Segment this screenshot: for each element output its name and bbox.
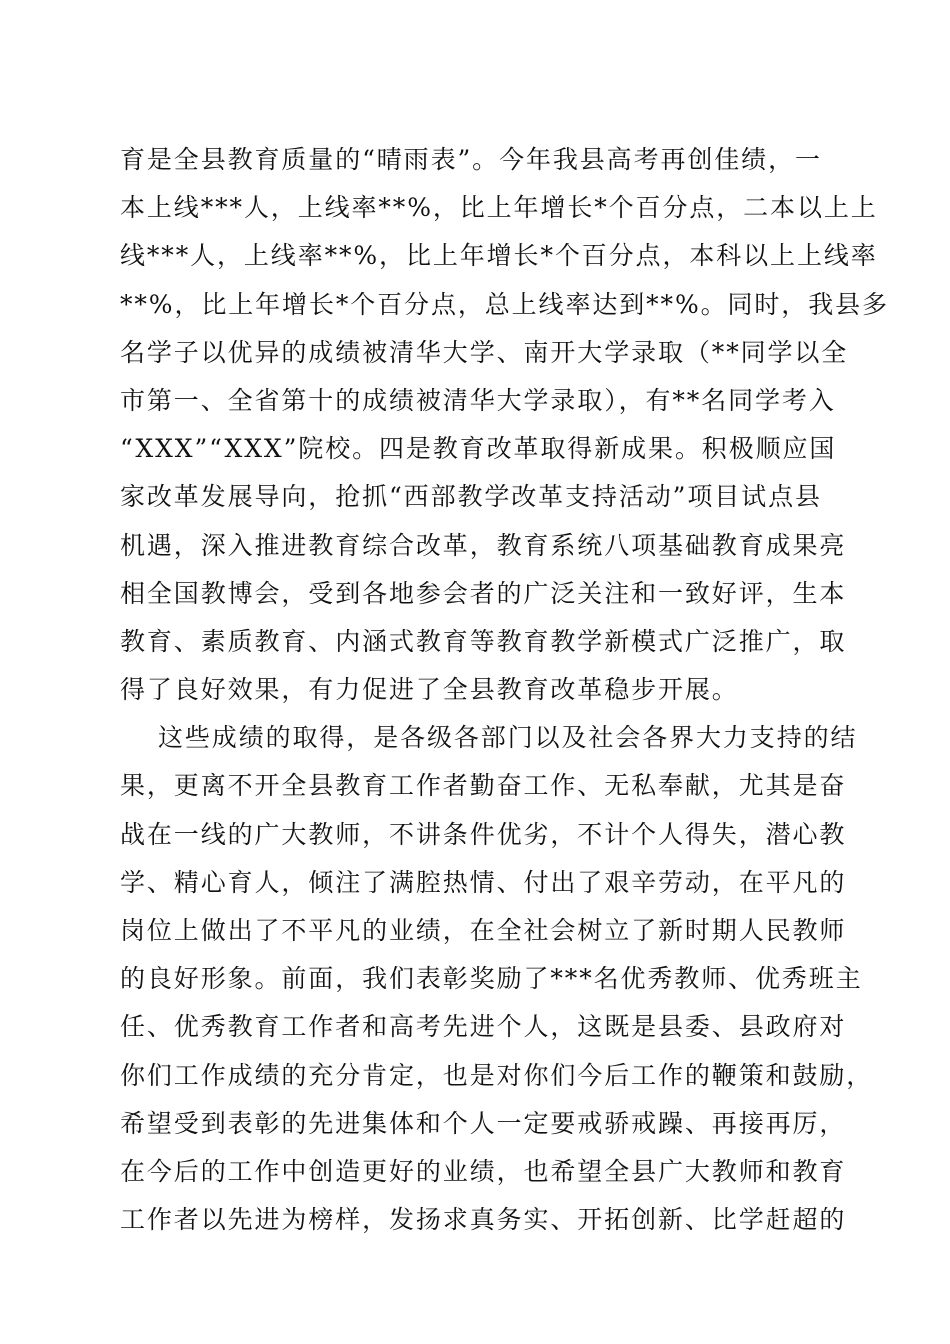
text-line: 线***人，上线率**%，比上年增长*个百分点，本科以上上线率 <box>120 241 878 271</box>
text-line: 工作者以先进为榜样，发扬求真务实、开拓创新、比学赶超的 <box>120 1205 847 1235</box>
text-line: 的良好形象。前面，我们表彰奖励了***名优秀教师、优秀班主 <box>120 964 863 994</box>
text-line: 机遇，深入推进教育综合改革，教育系统八项基础教育成果亮 <box>120 530 847 560</box>
text-line: 任、优秀教育工作者和高考先进个人，这既是县委、县政府对 <box>120 1012 847 1042</box>
text-line: 教育、素质教育、内涵式教育等教育教学新模式广泛推广，取 <box>120 626 847 656</box>
text-line: 希望受到表彰的先进集体和个人一定要戒骄戒躁、再接再厉， <box>120 1108 847 1138</box>
text-line: 岗位上做出了不平凡的业绩，在全社会树立了新时期人民教师 <box>120 916 847 945</box>
text-line: “XXX”“XXX”院校。四是教育改革取得新成果。积极顺应国 <box>120 434 837 464</box>
text-line: 果，更离不开全县教育工作者勤奋工作、无私奉献，尤其是奋 <box>120 771 847 801</box>
text-line: 育是全县教育质量的“晴雨表”。今年我县高考再创佳绩，一 <box>120 145 822 174</box>
text-line: 得了良好效果，有力促进了全县教育改革稳步开展。 <box>120 675 739 705</box>
text-line: 学、精心育人，倾注了满腔热情、付出了艰辛劳动，在平凡的 <box>120 867 847 897</box>
text-line: 本上线***人，上线率**%，比上年增长*个百分点，二本以上上 <box>120 193 878 223</box>
text-line: 市第一、全省第十的成绩被清华大学录取），有**名同学考入 <box>120 385 836 415</box>
text-line: 在今后的工作中创造更好的业绩，也希望全县广大教师和教育 <box>120 1156 847 1186</box>
text-line: 名学子以优异的成绩被清华大学、南开大学录取（**同学以全 <box>120 337 849 367</box>
text-line: **%，比上年增长*个百分点，总上线率达到**%。同时，我县多 <box>120 289 889 319</box>
text-line: 相全国教博会，受到各地参会者的广泛关注和一致好评，生本 <box>120 578 847 608</box>
text-line: 战在一线的广大教师，不讲条件优劣，不计个人得失，潜心教 <box>120 819 847 849</box>
text-line: 家改革发展导向，抢抓“西部教学改革支持活动”项目试点县 <box>120 482 822 512</box>
text-line: 这些成绩的取得，是各级各部门以及社会各界大力支持的结 <box>158 723 858 753</box>
body-text <box>120 136 889 1244</box>
paragraph-1 <box>120 136 889 714</box>
text-line: 你们工作成绩的充分肯定，也是对你们今后工作的鞭策和鼓励， <box>120 1060 874 1090</box>
paragraph-2 <box>120 714 874 1244</box>
